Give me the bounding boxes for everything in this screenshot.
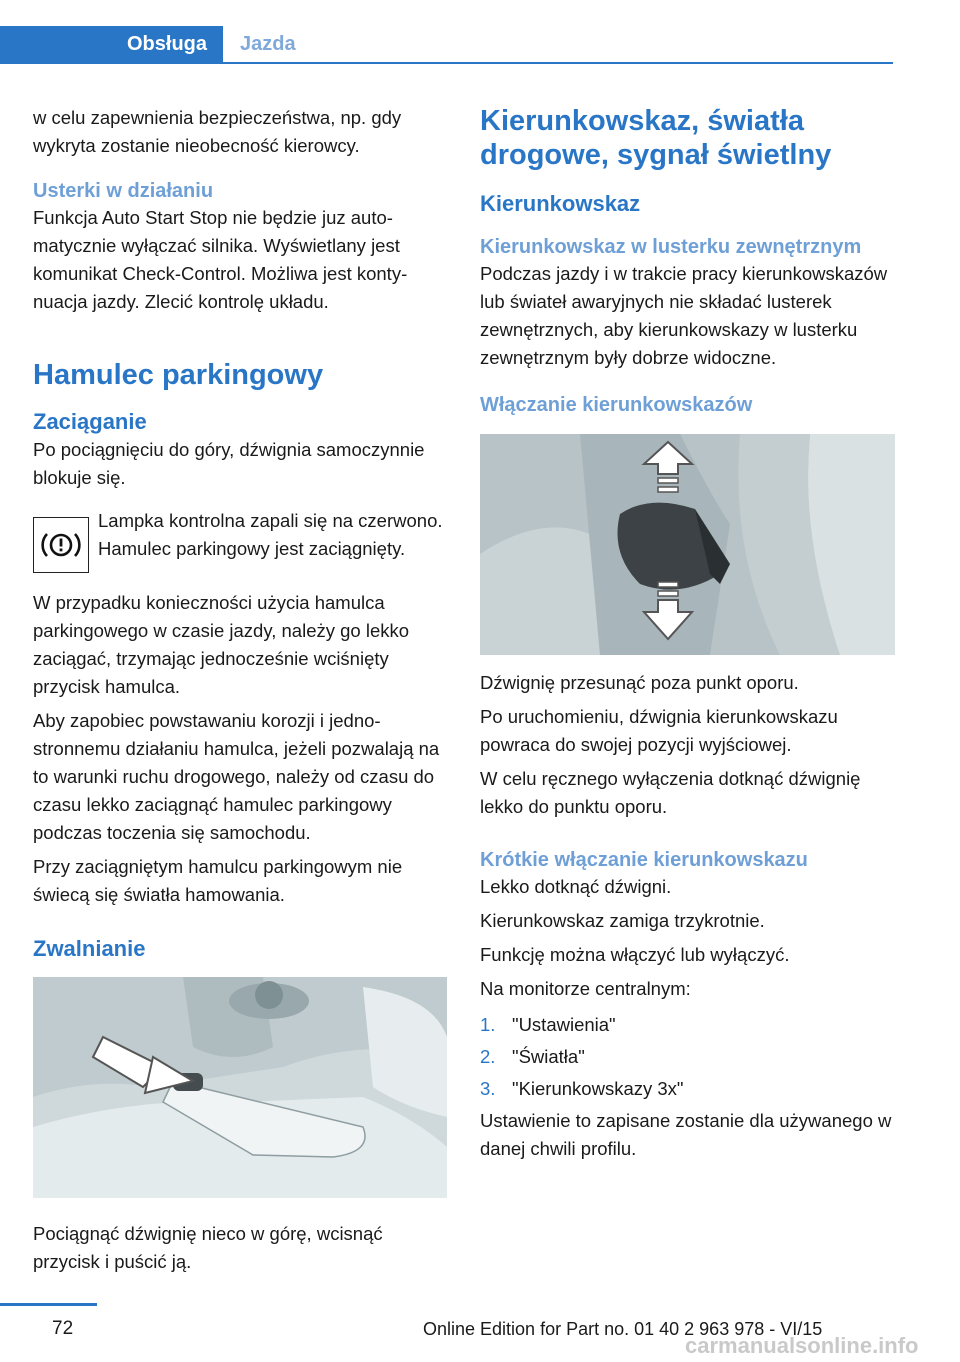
turn-signal-heading: Kierunkowskaz: [480, 191, 641, 216]
apply-heading: Zaciąganie: [33, 409, 147, 434]
brief-text-2: Kierunkowskaz zamiga trzykrotnie.: [480, 910, 765, 931]
brief-signal-heading: Krótkie włączanie kierunkowskazu: [480, 849, 808, 871]
mirror-text: Podczas jazdy i w trakcie pracy kierunkowskazów lub świateł awaryjnych nie składać lusterek zewnętrznych, aby kierunkowskazy w lusterku zewnętrznym były dobrze widoczne.: [480, 263, 888, 368]
tab-obsluga[interactable]: Obsługa: [0, 26, 223, 62]
warning-text: Lampka kontrolna zapali się na czerwono. Hamulec parkingowy jest zaciągnięty.: [98, 510, 443, 559]
right-column: [480, 104, 895, 1163]
brief-text-1: Lekko dotknąć dźwigni.: [480, 876, 672, 897]
faults-heading: Usterki w działaniu: [33, 180, 214, 202]
mirror-heading: Kierunkowskaz w lusterku zewnętrznym: [480, 236, 862, 258]
settings-steps-list: [480, 1011, 895, 1103]
intro-text: w celu zapewnienia bezpieczeństwa, np. gdy wykryta zostanie nieobecność kierowcy.: [33, 107, 402, 156]
footer-divider: [0, 1303, 97, 1306]
switch-step-3: W celu ręcznego wyłączenia dotknąć dźwignię lekko do punktu oporu.: [480, 768, 861, 817]
switch-step-1: Dźwignię przesunąć poza punkt oporu.: [480, 672, 799, 693]
list-item: 2. "Światła": [480, 1046, 585, 1067]
paragraph-2: Aby zapobiec powstawaniu korozji i jednostronnemu działaniu hamulca, jeżeli pozwalają na to warunki ruchu drogowego, należy od czasu do czasu lekko zaciągnąć hamulec parkingowy podczas toczenia się samochodu.: [33, 710, 440, 843]
paragraph-3: Przy zaciągniętym hamulcu parkingowym nie świecą się światła hamowania.: [33, 856, 403, 905]
profile-note: Ustawienie to zapisane zostanie dla używanego w danej chwili profilu.: [480, 1110, 892, 1159]
left-column: [33, 104, 447, 1276]
switch-on-heading: Włączanie kierunkowskazów: [480, 394, 753, 416]
faults-text: Funkcja Auto Start Stop nie będzie juz automatycznie wyłączać silnika. Wyświetlany jest komunikat Check-Control. Możliwa jest kontynuacja jazdy. Zlecić kontrolę układu.: [33, 207, 408, 312]
warning-note: [33, 507, 447, 573]
release-heading: Zwalnianie: [33, 936, 146, 961]
turn-signal-main-heading: Kierunkowskaz, światła drogowe, sygnał świetlny: [480, 105, 832, 171]
tab-jazda[interactable]: Jazda: [240, 33, 296, 55]
page-number: 72: [52, 1318, 74, 1339]
parking-brake-lever-illustration: [33, 977, 447, 1198]
brief-text-3: Funkcję można włączyć lub wyłączyć.: [480, 944, 790, 965]
brief-text-4: Na monitorze centralnym:: [480, 978, 691, 999]
list-item: 3. "Kierunkowskazy 3x": [480, 1078, 684, 1099]
header-tabs: [0, 0, 893, 64]
parking-brake-warning-icon: [33, 517, 89, 573]
watermark: carmanualsonline.info: [685, 1333, 919, 1358]
edition-text: Online Edition for Part no. 01 40 2 963 978 - VI/15: [423, 1319, 823, 1339]
turn-signal-lever-illustration: [480, 434, 895, 655]
switch-step-2: Po uruchomieniu, dźwignia kierunkowskazu powraca do swojej pozycji wyjściowej.: [480, 706, 838, 755]
parking-brake-heading: Hamulec parkingowy: [33, 359, 324, 391]
release-text: Pociągnąć dźwignię nieco w górę, wcisnąć przycisk i puścić ją.: [33, 1223, 383, 1272]
paragraph-1: W przypadku konieczności użycia hamulca parkingowego w czasie jazdy, należy go lekko zaciągać, trzymając jednocześnie wciśnięty przycisk hamulca.: [33, 592, 410, 697]
list-item: 1. "Ustawienia": [480, 1014, 616, 1035]
apply-text: Po pociągnięciu do góry, dźwignia samoczynnie blokuje się.: [33, 439, 425, 488]
